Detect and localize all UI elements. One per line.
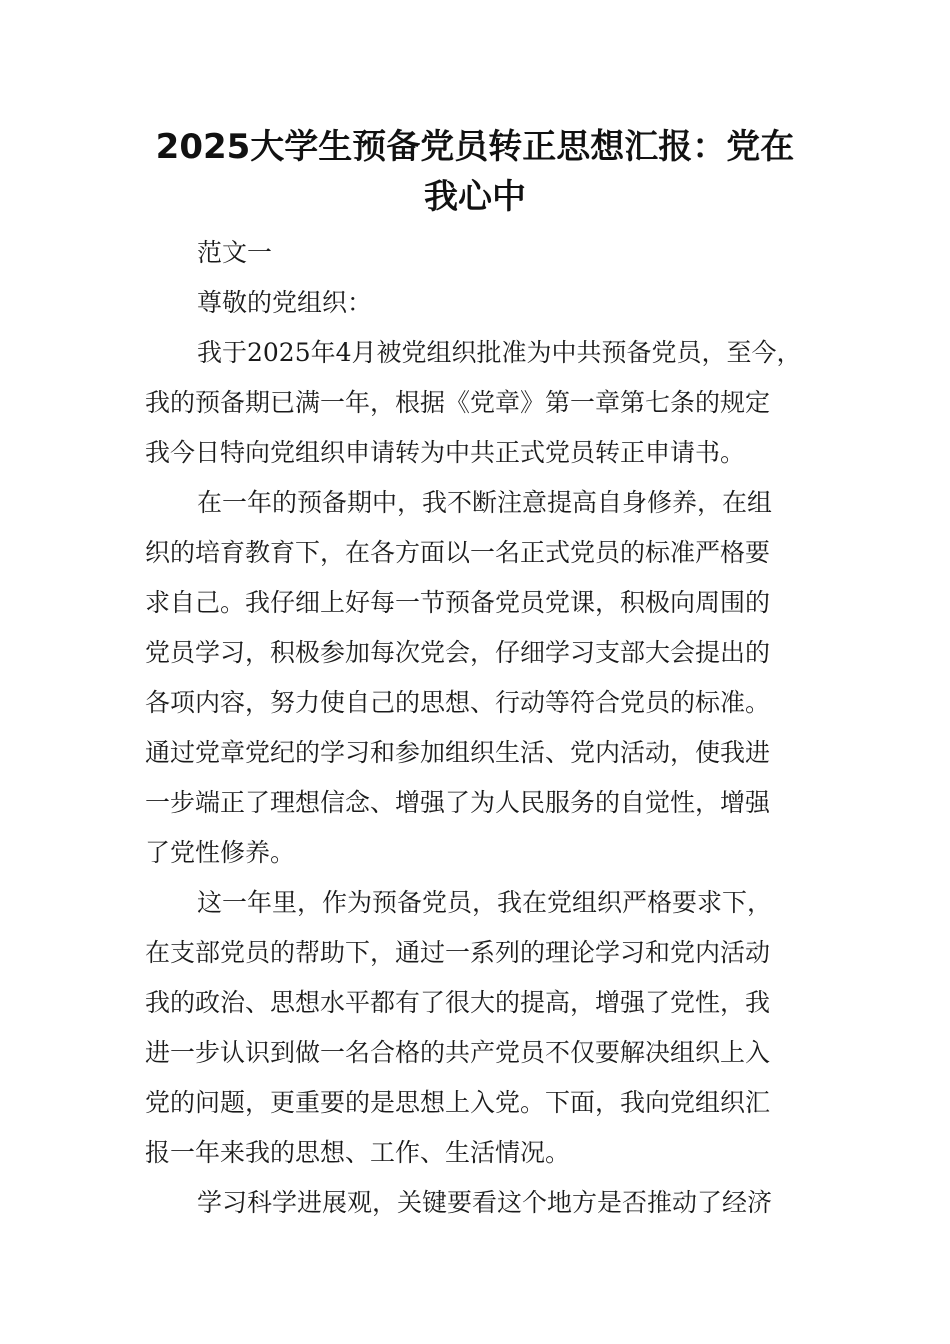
title-line-1: 2025大学生预备党员转正思想汇报：党在 <box>155 127 795 167</box>
text-line: 学习科学进展观，关键要看这个地方是否推动了经济 <box>197 1188 773 1217</box>
text-line: 范文一 <box>197 238 273 267</box>
text-line: 报一年来我的思想、工作、生活情况。 <box>145 1138 571 1167</box>
text-line: 各项内容，努力使自己的思想、行动等符合党员的标准。 <box>145 688 771 717</box>
text-line: 党员学习，积极参加每次党会，仔细学习支部大会提出的 <box>145 638 771 667</box>
text-line: 我今日特向党组织申请转为中共正式党员转正申请书。 <box>145 438 746 467</box>
text-line: 求自己。我仔细上好每一节预备党员党课，积极向周围的 <box>145 588 771 617</box>
text-line: 一步端正了理想信念、增强了为人民服务的自觉性，增强 <box>145 788 771 817</box>
text-line: 尊敬的党组织： <box>197 288 373 317</box>
text-line: 这一年里，作为预备党员，我在党组织严格要求下， <box>197 888 773 917</box>
document-body <box>145 228 810 1228</box>
text-line: 我的政治、思想水平都有了很大的提高，增强了党性，我 <box>145 988 771 1017</box>
text-line: 我的预备期已满一年，根据《党章》第一章第七条的规定 <box>145 388 771 417</box>
text-line: 了党性修养。 <box>145 838 296 867</box>
text-line: 在一年的预备期中，我不断注意提高自身修养，在组 <box>197 488 773 517</box>
document-title <box>145 122 805 222</box>
text-line: 织的培育教育下，在各方面以一名正式党员的标准严格要 <box>145 538 771 567</box>
title-line-2: 我心中 <box>424 177 526 217</box>
text-line: 党的问题，更重要的是思想上入党。下面，我向党组织汇 <box>145 1088 771 1117</box>
text-line: 进一步认识到做一名合格的共产党员不仅要解决组织上入 <box>145 1038 771 1067</box>
text-line: 通过党章党纪的学习和参加组织生活、党内活动，使我进 <box>145 738 771 767</box>
text-line: 在支部党员的帮助下，通过一系列的理论学习和党内活动 <box>145 938 771 967</box>
text-line: 我于2025年4月被党组织批准为中共预备党员，至今， <box>197 338 802 367</box>
